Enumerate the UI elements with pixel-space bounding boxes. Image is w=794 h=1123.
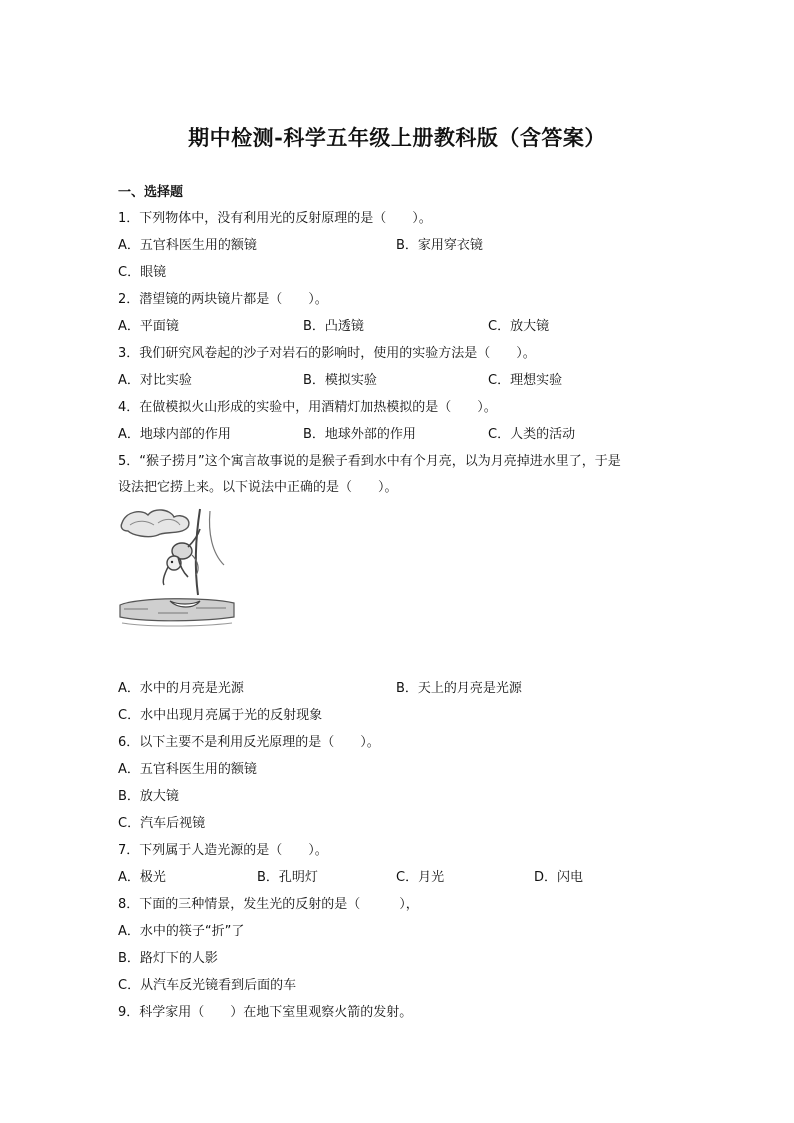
- question-5-stem-line-1: 5．“猴子捞月”这个寓言故事说的是猴子看到水中有个月亮，以为月亮掉进水里了，于是: [118, 454, 621, 469]
- question-7-option-a: A．极光: [118, 870, 166, 885]
- question-6-stem: 6．以下主要不是利用反光原理的是（ ）。: [118, 735, 380, 750]
- question-1-option-b: B．家用穿衣镜: [396, 238, 483, 253]
- question-5-option-c: C．水中出现月亮属于光的反射现象: [118, 708, 323, 723]
- question-8-option-b: B．路灯下的人影: [118, 951, 218, 966]
- monkey-moon-illustration: [118, 505, 238, 633]
- question-3-option-a: A．对比实验: [118, 373, 192, 388]
- question-4-option-b: B．地球外部的作用: [303, 427, 416, 442]
- question-2-option-a: A．平面镜: [118, 319, 179, 334]
- question-5-stem-line-2: 设法把它捞上来。以下说法中正确的是（ ）。: [118, 480, 398, 495]
- document-title: 期中检测-科学五年级上册教科版（含答案）: [188, 125, 606, 150]
- question-3-option-b: B．模拟实验: [303, 373, 377, 388]
- question-1-stem: 1．下列物体中，没有利用光的反射原理的是（ ）。: [118, 211, 432, 226]
- question-9-stem: 9．科学家用（ ）在地下室里观察火箭的发射。: [118, 1005, 413, 1020]
- question-7-option-c: C．月光: [396, 870, 445, 885]
- question-6-option-a: A．五官科医生用的额镜: [118, 762, 257, 777]
- question-8-option-c: C．从汽车反光镜看到后面的车: [118, 978, 297, 993]
- question-2-option-c: C．放大镜: [488, 319, 550, 334]
- question-1-option-c: C．眼镜: [118, 265, 167, 280]
- question-4-option-c: C．人类的活动: [488, 427, 576, 442]
- question-5-option-b: B．天上的月亮是光源: [396, 681, 522, 696]
- question-4-stem: 4．在做模拟火山形成的实验中，用酒精灯加热模拟的是（ ）。: [118, 400, 497, 415]
- question-8-stem: 8．下面的三种情景，发生光的反射的是（ ），: [118, 897, 419, 912]
- section-heading: 一、选择题: [118, 185, 184, 200]
- question-3-stem: 3．我们研究风卷起的沙子对岩石的影响时，使用的实验方法是（ ）。: [118, 346, 536, 361]
- question-7-option-b: B．孔明灯: [257, 870, 318, 885]
- question-6-option-c: C．汽车后视镜: [118, 816, 206, 831]
- question-2-stem: 2．潜望镜的两块镜片都是（ ）。: [118, 292, 328, 307]
- question-7-option-d: D．闪电: [534, 870, 584, 885]
- question-1-option-a: A．五官科医生用的额镜: [118, 238, 257, 253]
- question-8-option-a: A．水中的筷子“折”了: [118, 924, 245, 939]
- question-3-option-c: C．理想实验: [488, 373, 563, 388]
- question-2-option-b: B．凸透镜: [303, 319, 364, 334]
- question-6-option-b: B．放大镜: [118, 789, 179, 804]
- question-7-stem: 7．下列属于人造光源的是（ ）。: [118, 843, 328, 858]
- question-4-option-a: A．地球内部的作用: [118, 427, 231, 442]
- question-5-option-a: A．水中的月亮是光源: [118, 681, 244, 696]
